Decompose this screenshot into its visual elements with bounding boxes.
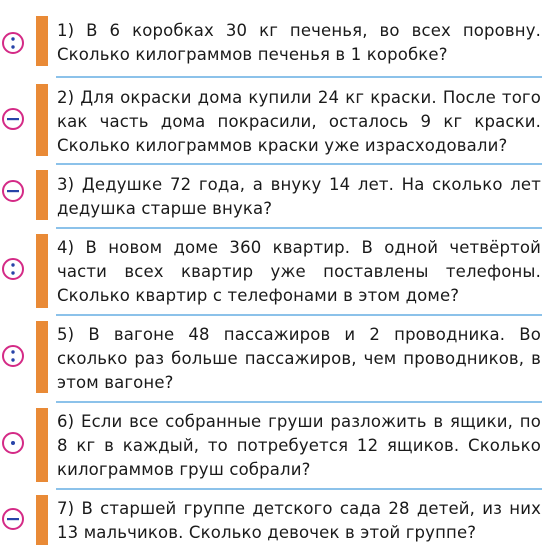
orange-tab <box>36 495 48 545</box>
multiplication-dot-icon <box>2 432 24 454</box>
problem-text: 2) Для окраски дома купили 24 кг краски. После того как часть дома покрасили, осталось 9 кг краски. Сколько килограммов краски уже израсходовали? <box>57 88 541 155</box>
orange-tab <box>36 234 48 308</box>
orange-tab <box>36 170 48 220</box>
problem-text: 6) Если все собранные груши разложить в ящики, по 8 кг в каждый, то потребуется 12 ящиков. Сколько килограммов груш собрали? <box>57 412 541 479</box>
division-icon <box>2 32 24 54</box>
problem-text: 5) В вагоне 48 пассажиров и 2 проводника. Во сколько раз больше пассажиров, чем проводников, в этом вагоне? <box>57 325 541 392</box>
orange-tab <box>36 408 48 482</box>
problem-text: 4) В новом доме 360 квартир. В одной четвёртой части всех квартир уже поставлены телефоны. Сколько квартир с телефонами в этом доме? <box>57 238 541 305</box>
divider <box>56 401 542 403</box>
divider <box>56 227 542 229</box>
divider <box>56 488 542 490</box>
problem-text: 7) В старшей группе детского сада 28 детей, из них 13 мальчиков. Сколько девочек в этой группе? <box>57 499 541 542</box>
minus-icon <box>2 108 24 130</box>
minus-icon <box>2 180 24 202</box>
orange-tab <box>36 84 48 156</box>
problem-text: 3) Дедушке 72 года, а внуку 14 лет. На сколько лет дедушка старше внука? <box>57 175 541 218</box>
division-icon <box>2 345 24 367</box>
orange-tab <box>36 321 48 393</box>
division-icon <box>2 258 24 280</box>
minus-icon <box>2 508 24 530</box>
divider <box>56 76 542 78</box>
divider <box>56 314 542 316</box>
problem-text: 1) В 6 коробках 30 кг печенья, во всех поровну. Сколько килограммов печенья в 1 коробке? <box>57 21 541 64</box>
divider <box>56 163 542 165</box>
orange-tab <box>36 16 48 66</box>
